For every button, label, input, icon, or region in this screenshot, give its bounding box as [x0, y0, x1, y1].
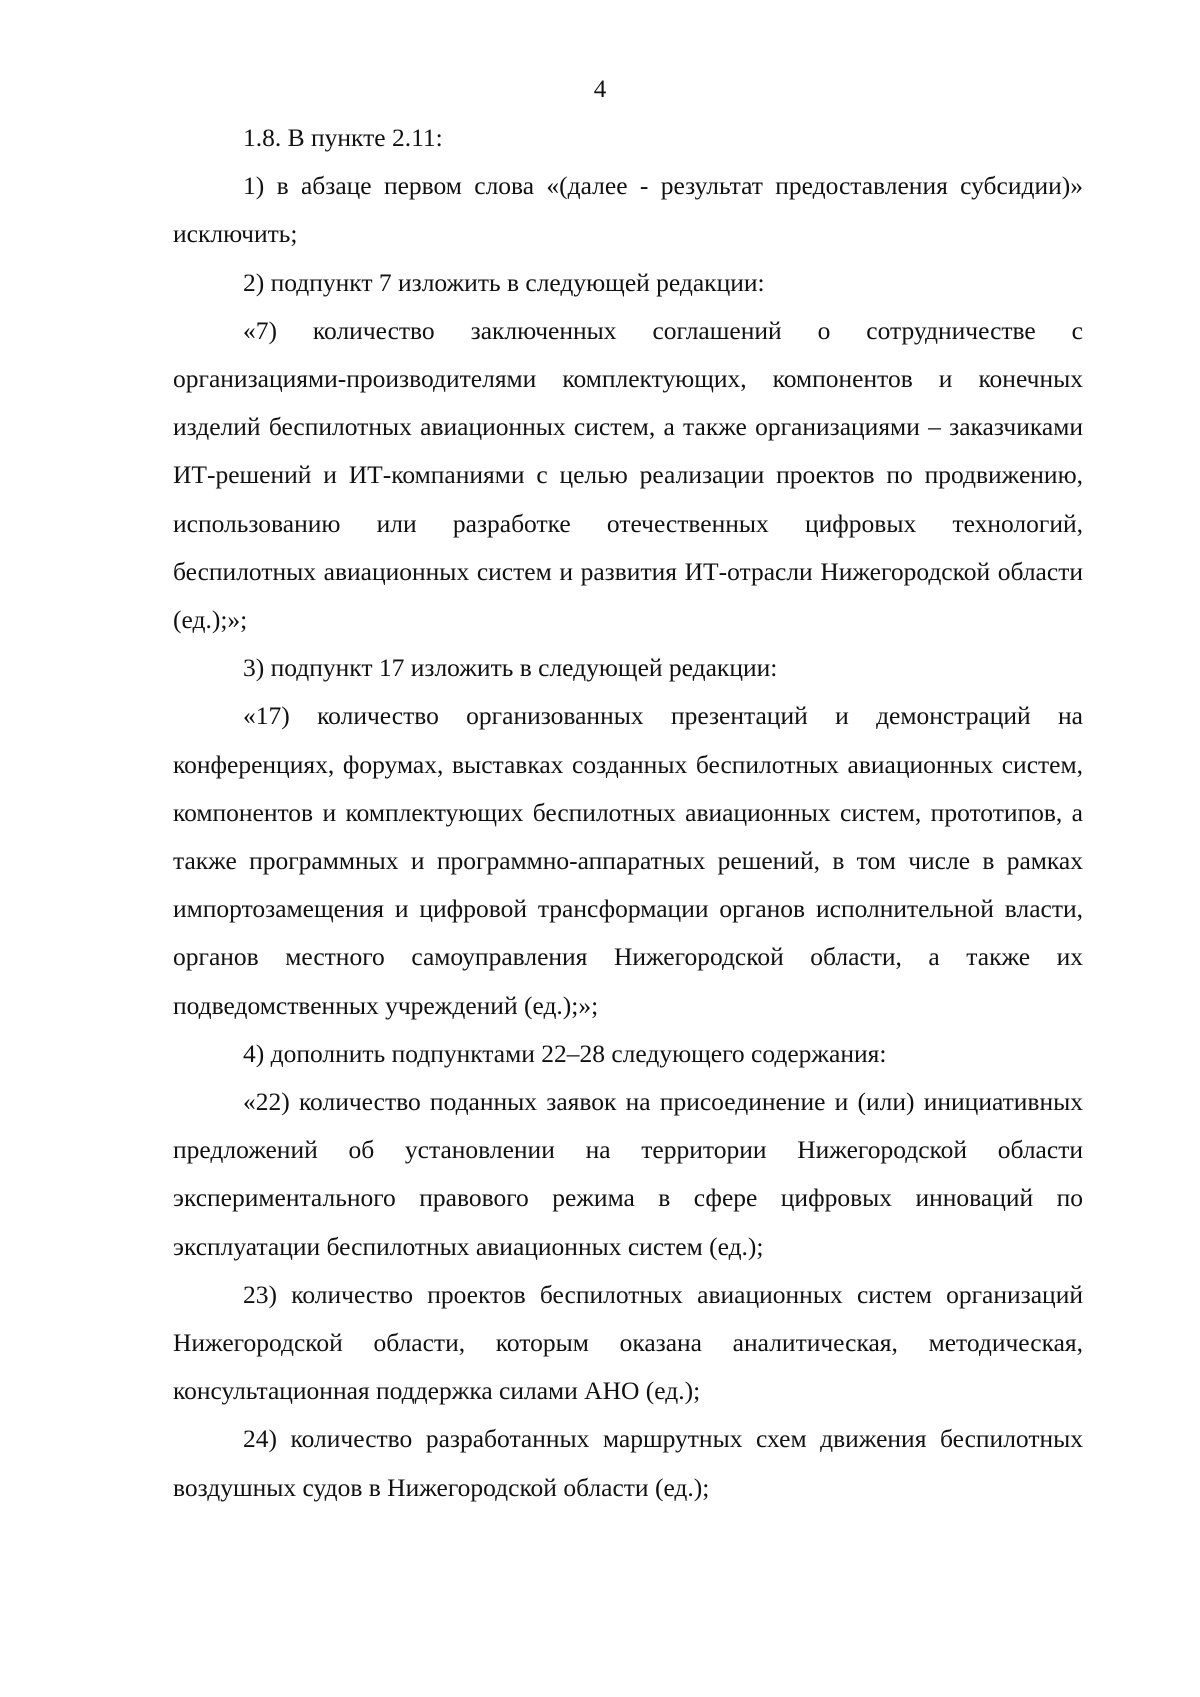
paragraph-subitem-24: 24) количество разработанных маршрутных схем движения беспилотных воздушных судов в Нижегородской области (ед.);: [173, 1424, 1083, 1502]
page-number: 4: [593, 76, 607, 103]
paragraph-1-8-heading: 1.8. В пункте 2.11:: [243, 123, 443, 152]
paragraph-subitem-7: «7) количество заключенных соглашений о сотрудничестве с организациями-производителями комплектующих, компонентов и конечных изделий беспилотных авиационных систем, а также организациями – заказчиками ИТ-решений и ИТ-компаниями с целью реализации проектов по продвижению, использованию или разработке отечественных цифровых технологий, беспилотных авиационных систем и развития ИТ-отрасли Нижегородской области (ед.);»;: [173, 315, 1083, 635]
paragraph-subitem-22: «22) количество поданных заявок на присоединение и (или) инициативных предложений об установлении на территории Нижегородской области экспериментального правового режима в сфере цифровых инноваций по эксплуатации беспилотных авиационных систем (ед.);: [173, 1087, 1083, 1261]
paragraph-item-2: 2) подпункт 7 изложить в следующей редакции:: [243, 267, 765, 297]
paragraph-item-1: 1) в абзаце первом слова «(далее - результат предоставления субсидии)» исключить;: [173, 171, 1083, 249]
paragraph-item-3: 3) подпункт 17 изложить в следующей редакции:: [243, 653, 778, 683]
paragraph-item-4: 4) дополнить подпунктами 22–28 следующего содержания:: [243, 1038, 887, 1068]
document-body: [173, 114, 1083, 1512]
paragraph-subitem-23: 23) количество проектов беспилотных авиационных систем организаций Нижегородской области, которым оказана аналитическая, методическая, консультационная поддержка силами АНО (ед.);: [173, 1279, 1083, 1406]
paragraph-subitem-17: «17) количество организованных презентаций и демонстраций на конференциях, форумах, выставках созданных беспилотных авиационных систем, компонентов и комплектующих беспилотных авиационных систем, прототипов, а также программных и программно-аппаратных решений, в том числе в рамках импортозамещения и цифровой трансформации органов исполнительной власти, органов местного самоуправления Нижегородской области, а также их подведомственных учреждений (ед.);»;: [173, 701, 1083, 1020]
